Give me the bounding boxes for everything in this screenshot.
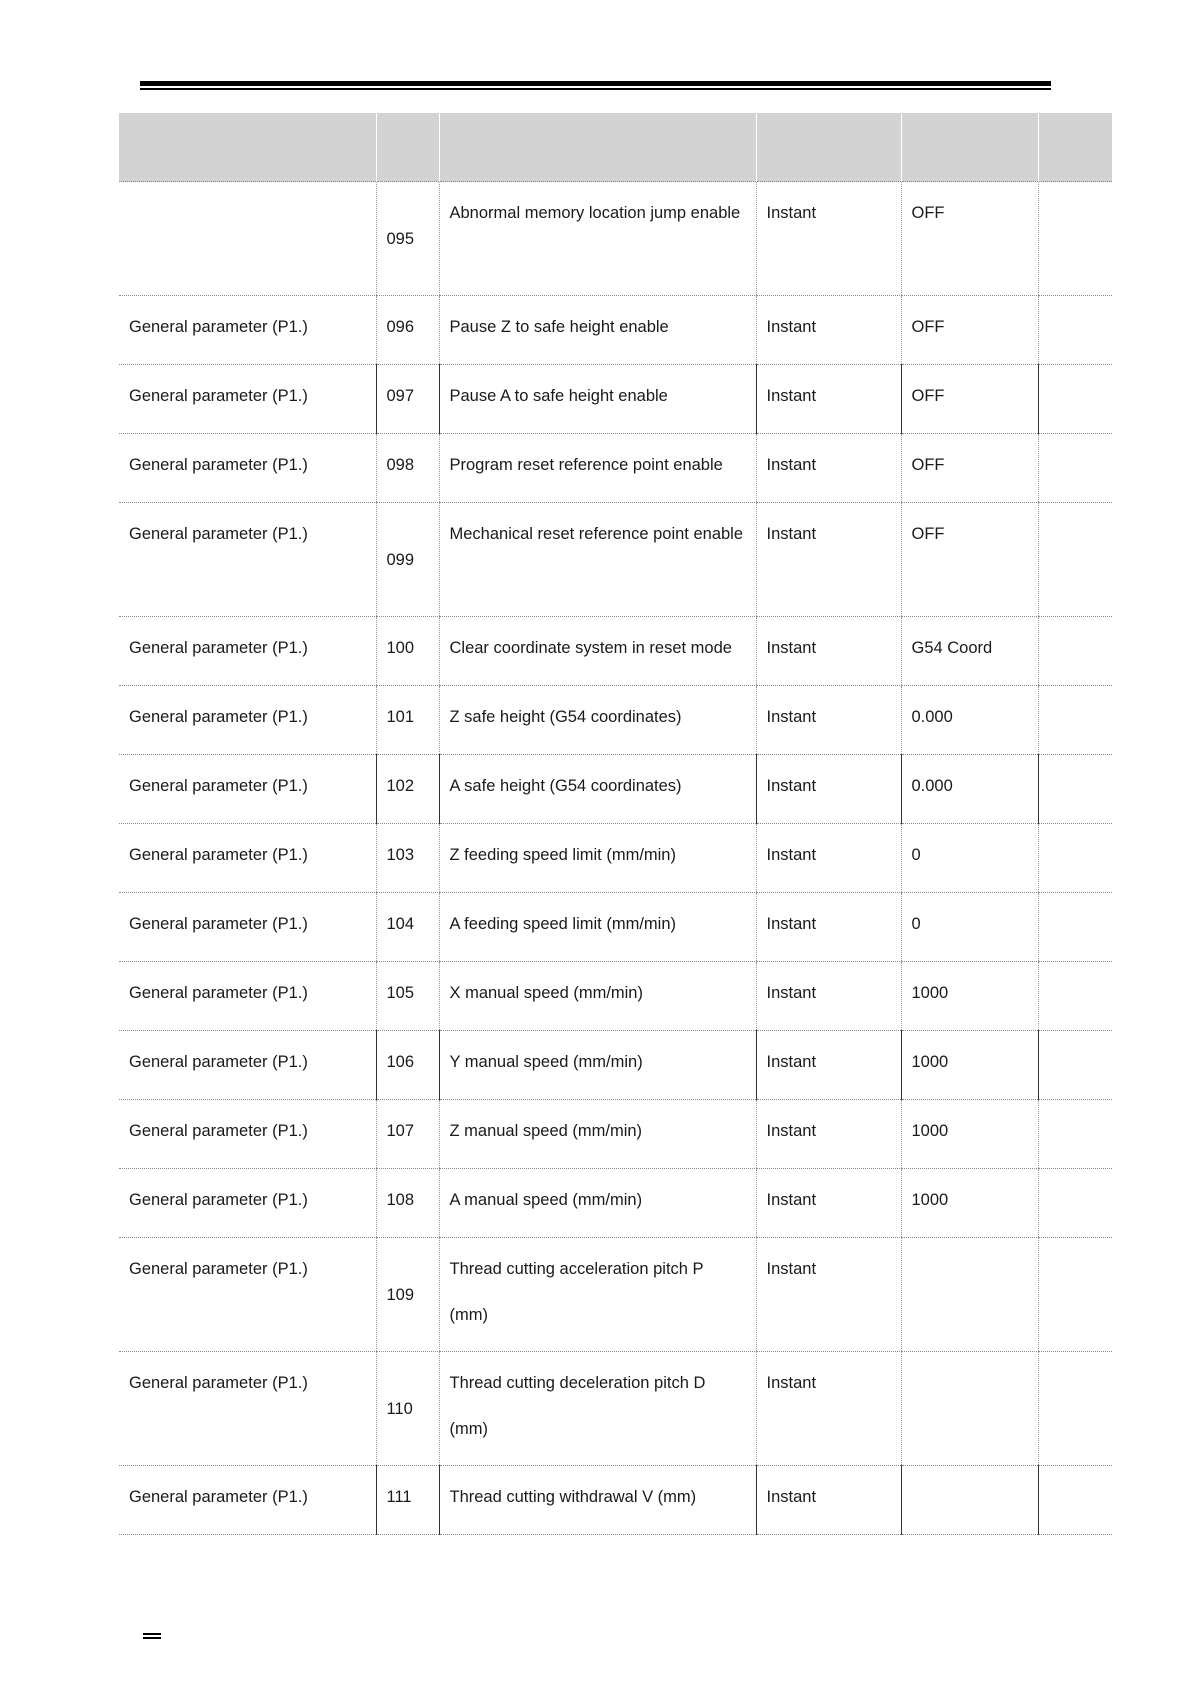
category-cell [119, 1238, 376, 1352]
category-cell-text: General parameter (P1.) [129, 525, 308, 543]
description-cell [439, 1466, 756, 1535]
mode-cell [756, 1100, 901, 1169]
default-value-cell [901, 755, 1038, 824]
default-value-cell-text: 1000 [911, 984, 949, 1002]
description-cell [439, 1100, 756, 1169]
mode-cell [756, 1238, 901, 1352]
header-rule-thin [140, 88, 1051, 90]
extra-cell [1038, 365, 1112, 434]
extra-cell [1038, 1238, 1112, 1352]
description-cell [439, 893, 756, 962]
description-cell [439, 962, 756, 1031]
mode-cell-text: Instant [766, 525, 817, 543]
table-row [119, 617, 1112, 686]
category-cell [119, 1169, 376, 1238]
table-row [119, 1466, 1112, 1535]
category-cell-text: General parameter (P1.) [129, 777, 308, 795]
mode-cell [756, 1031, 901, 1100]
table-row [119, 1238, 1112, 1352]
category-cell-text: General parameter (P1.) [129, 456, 308, 474]
default-value-cell [901, 1466, 1038, 1535]
category-cell-text: General parameter (P1.) [129, 318, 308, 336]
category-cell-text: General parameter (P1.) [129, 1191, 308, 1209]
mode-cell [756, 1466, 901, 1535]
mode-cell [756, 1169, 901, 1238]
description-cell-text: Abnormal memory location jump enable [449, 204, 741, 222]
table-row [119, 893, 1112, 962]
category-cell-text: General parameter (P1.) [129, 1122, 308, 1140]
table-row [119, 365, 1112, 434]
default-value-cell-text: 0.000 [911, 777, 953, 795]
category-cell [119, 755, 376, 824]
extra-cell [1038, 962, 1112, 1031]
table-row [119, 686, 1112, 755]
number-cell [376, 1238, 439, 1352]
mode-cell-text: Instant [766, 777, 817, 795]
mode-cell-text: Instant [766, 984, 817, 1002]
default-value-cell-text: OFF [911, 318, 945, 336]
mode-cell [756, 434, 901, 503]
category-cell [119, 1031, 376, 1100]
number-cell [376, 365, 439, 434]
number-cell [376, 686, 439, 755]
default-value-cell [901, 434, 1038, 503]
category-cell [119, 434, 376, 503]
mode-cell [756, 365, 901, 434]
number-cell [376, 962, 439, 1031]
extra-cell [1038, 503, 1112, 617]
default-value-cell-text: 1000 [911, 1191, 949, 1209]
mode-cell-text: Instant [766, 204, 817, 222]
category-cell [119, 1466, 376, 1535]
mode-cell [756, 182, 901, 296]
number-cell [376, 1100, 439, 1169]
table-row [119, 1100, 1112, 1169]
header-cell [376, 113, 439, 182]
number-cell-text: 110 [386, 1399, 413, 1418]
number-cell [376, 296, 439, 365]
header-cell [901, 113, 1038, 182]
default-value-cell [901, 1031, 1038, 1100]
number-cell-text: 098 [386, 456, 415, 474]
category-cell [119, 296, 376, 365]
mode-cell [756, 503, 901, 617]
category-cell [119, 365, 376, 434]
category-cell-text: General parameter (P1.) [129, 387, 308, 405]
mode-cell-text: Instant [766, 1260, 817, 1278]
default-value-cell [901, 296, 1038, 365]
default-value-cell [901, 824, 1038, 893]
mode-cell-text: Instant [766, 639, 817, 657]
category-cell [119, 824, 376, 893]
mode-cell [756, 962, 901, 1031]
default-value-cell [901, 1352, 1038, 1466]
mode-cell [756, 1352, 901, 1466]
table-row [119, 1352, 1112, 1466]
description-cell-text: Z feeding speed limit (mm/min) [449, 846, 676, 864]
default-value-cell [901, 617, 1038, 686]
mode-cell-text: Instant [766, 1191, 817, 1209]
default-value-cell [901, 893, 1038, 962]
header-cell [1038, 113, 1112, 182]
number-cell-text: 102 [386, 777, 415, 795]
description-cell-text: Z safe height (G54 coordinates) [449, 708, 682, 726]
mode-cell-text: Instant [766, 1488, 817, 1506]
default-value-cell-text: 0.000 [911, 708, 953, 726]
header-cell [756, 113, 901, 182]
category-cell [119, 962, 376, 1031]
table-row [119, 755, 1112, 824]
mode-cell [756, 824, 901, 893]
extra-cell [1038, 182, 1112, 296]
table-row [119, 1031, 1112, 1100]
number-cell-text: 108 [386, 1191, 415, 1209]
number-cell [376, 434, 439, 503]
page-number-mark [143, 1633, 161, 1639]
default-value-cell [901, 1100, 1038, 1169]
category-cell-text: General parameter (P1.) [129, 915, 308, 933]
number-cell-text: 109 [386, 1285, 415, 1304]
extra-cell [1038, 1466, 1112, 1535]
category-cell-text: General parameter (P1.) [129, 846, 308, 864]
category-cell [119, 1352, 376, 1466]
default-value-cell [901, 503, 1038, 617]
category-cell [119, 893, 376, 962]
number-cell [376, 1031, 439, 1100]
extra-cell [1038, 824, 1112, 893]
extra-cell [1038, 296, 1112, 365]
number-cell-text: 097 [386, 387, 415, 405]
description-cell [439, 182, 756, 296]
default-value-cell-text: 0 [911, 846, 921, 864]
extra-cell [1038, 1352, 1112, 1466]
default-value-cell-text: G54 Coord [911, 639, 993, 657]
number-cell [376, 617, 439, 686]
default-value-cell-text: OFF [911, 456, 945, 474]
number-cell-text: 099 [386, 550, 415, 569]
description-cell [439, 755, 756, 824]
table-row [119, 503, 1112, 617]
description-cell [439, 617, 756, 686]
number-cell [376, 1169, 439, 1238]
category-cell [119, 617, 376, 686]
extra-cell [1038, 1031, 1112, 1100]
mode-cell-text: Instant [766, 708, 817, 726]
category-cell-text: General parameter (P1.) [129, 1053, 308, 1071]
description-cell-text: X manual speed (mm/min) [449, 984, 643, 1002]
mode-cell-text: Instant [766, 846, 817, 864]
extra-cell [1038, 1169, 1112, 1238]
category-cell-text: General parameter (P1.) [129, 1374, 308, 1392]
number-cell-text: 111 [386, 1488, 412, 1506]
description-cell [439, 686, 756, 755]
mode-cell [756, 617, 901, 686]
extra-cell [1038, 755, 1112, 824]
mode-cell-text: Instant [766, 1122, 817, 1140]
default-value-cell [901, 686, 1038, 755]
description-cell-text: Mechanical reset reference point enable [449, 525, 744, 543]
default-value-cell [901, 1169, 1038, 1238]
mode-cell-text: Instant [766, 1374, 817, 1392]
description-cell-text: Pause A to safe height enable [449, 387, 668, 405]
number-cell [376, 755, 439, 824]
extra-cell [1038, 617, 1112, 686]
table-header-row [119, 113, 1112, 182]
description-cell-text: Program reset reference point enable [449, 456, 723, 474]
category-cell [119, 182, 376, 296]
default-value-cell-text: 1000 [911, 1122, 949, 1140]
number-cell [376, 1466, 439, 1535]
mode-cell-text: Instant [766, 456, 817, 474]
number-cell-text: 103 [386, 846, 415, 864]
header-cell [119, 113, 376, 182]
extra-cell [1038, 434, 1112, 503]
description-cell-text: Z manual speed (mm/min) [449, 1122, 643, 1140]
header-rule [140, 81, 1051, 86]
number-cell-text: 095 [386, 229, 415, 248]
number-cell-text: 105 [386, 984, 415, 1002]
description-cell [439, 434, 756, 503]
number-cell-text: 100 [386, 639, 415, 657]
mode-cell-text: Instant [766, 1053, 817, 1071]
description-cell [439, 1031, 756, 1100]
parameter-table [119, 113, 1113, 1535]
description-cell [439, 296, 756, 365]
category-cell [119, 503, 376, 617]
number-cell-text: 101 [386, 708, 415, 726]
category-cell-text: General parameter (P1.) [129, 708, 308, 726]
mode-cell [756, 893, 901, 962]
default-value-cell [901, 962, 1038, 1031]
default-value-cell [901, 365, 1038, 434]
number-cell-text: 104 [386, 915, 415, 933]
description-cell [439, 1238, 756, 1352]
description-cell-text: Thread cutting withdrawal V (mm) [449, 1488, 697, 1506]
description-cell [439, 503, 756, 617]
category-cell-text: General parameter (P1.) [129, 639, 308, 657]
table-row [119, 434, 1112, 503]
number-cell [376, 893, 439, 962]
number-cell-text: 107 [386, 1122, 415, 1140]
description-cell-text: A safe height (G54 coordinates) [449, 777, 682, 795]
extra-cell [1038, 1100, 1112, 1169]
mode-cell-text: Instant [766, 387, 817, 405]
mode-cell [756, 686, 901, 755]
category-cell [119, 686, 376, 755]
default-value-cell-text: 1000 [911, 1053, 949, 1071]
extra-cell [1038, 686, 1112, 755]
table-row [119, 962, 1112, 1031]
number-cell [376, 503, 439, 617]
default-value-cell [901, 1238, 1038, 1352]
number-cell-text: 106 [386, 1053, 415, 1071]
category-cell-text: General parameter (P1.) [129, 984, 308, 1002]
default-value-cell-text: 0 [911, 915, 921, 933]
description-cell [439, 1169, 756, 1238]
description-cell-text: Y manual speed (mm/min) [449, 1053, 643, 1071]
category-cell [119, 1100, 376, 1169]
table-row [119, 1169, 1112, 1238]
mode-cell [756, 755, 901, 824]
table-row [119, 824, 1112, 893]
category-cell-text: General parameter (P1.) [129, 1260, 308, 1278]
description-cell-text: Thread cutting deceleration pitch D (mm) [449, 1374, 706, 1438]
number-cell [376, 1352, 439, 1466]
category-cell-text: General parameter (P1.) [129, 1488, 308, 1506]
table-row [119, 182, 1112, 296]
description-cell-text: A manual speed (mm/min) [449, 1191, 643, 1209]
header-cell [439, 113, 756, 182]
default-value-cell-text: OFF [911, 387, 945, 405]
mode-cell-text: Instant [766, 915, 817, 933]
table-row [119, 296, 1112, 365]
default-value-cell-text: OFF [911, 204, 945, 222]
mode-cell [756, 296, 901, 365]
default-value-cell [901, 182, 1038, 296]
description-cell-text: A feeding speed limit (mm/min) [449, 915, 676, 933]
description-cell [439, 365, 756, 434]
description-cell-text: Clear coordinate system in reset mode [449, 639, 732, 657]
number-cell [376, 182, 439, 296]
number-cell-text: 096 [386, 318, 415, 336]
default-value-cell-text: OFF [911, 525, 945, 543]
description-cell [439, 1352, 756, 1466]
mode-cell-text: Instant [766, 318, 817, 336]
description-cell [439, 824, 756, 893]
description-cell-text: Thread cutting acceleration pitch P (mm) [449, 1260, 704, 1324]
extra-cell [1038, 893, 1112, 962]
description-cell-text: Pause Z to safe height enable [449, 318, 669, 336]
number-cell [376, 824, 439, 893]
